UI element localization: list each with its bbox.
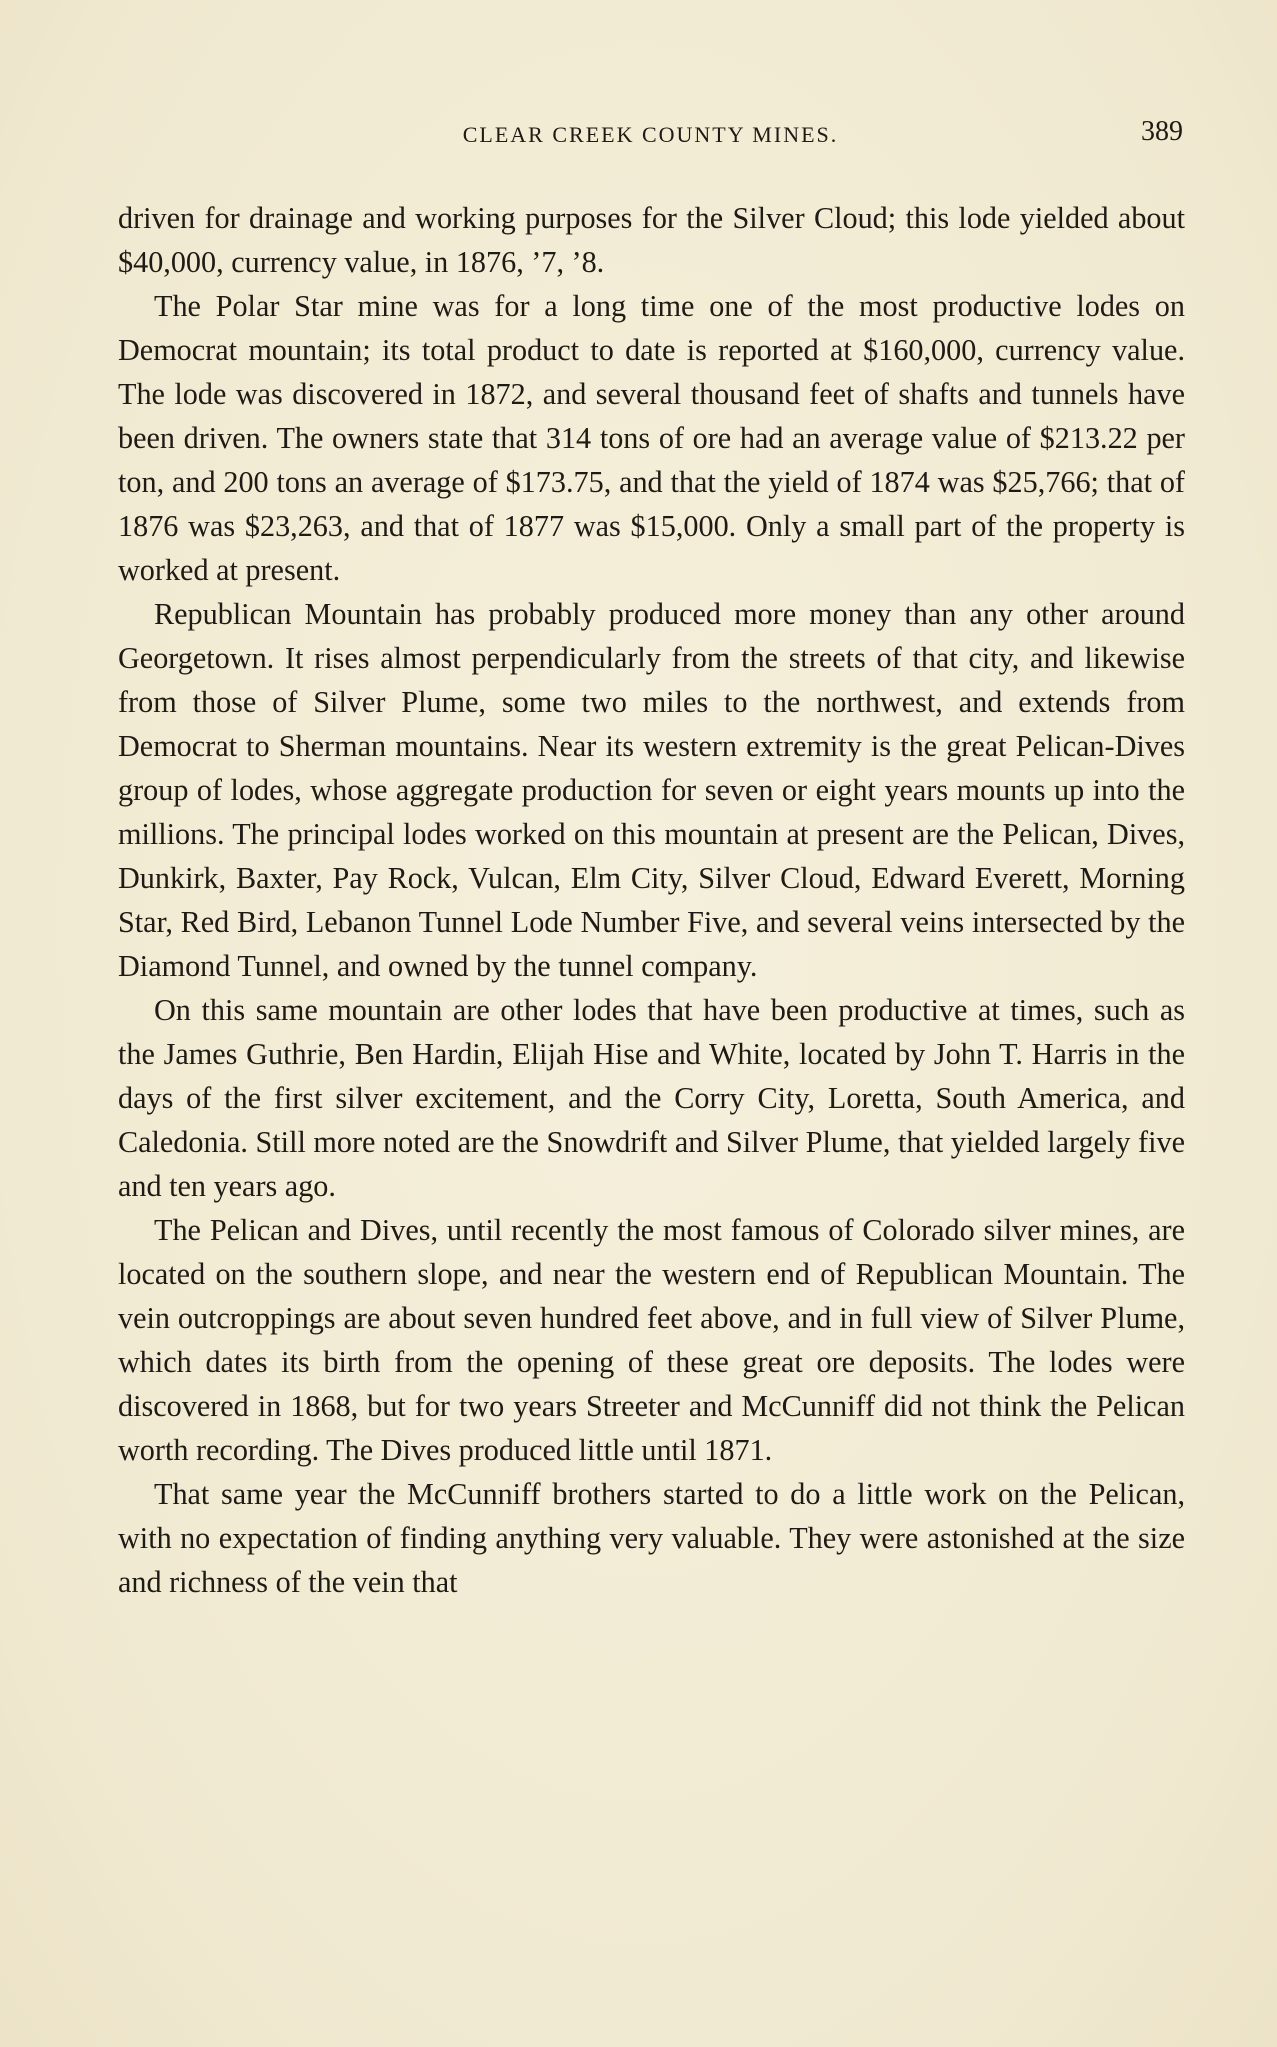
body-text: [118, 196, 1185, 1604]
paragraph-other-lodes: On this same mountain are other lodes that have been productive at times, such as the James Guthrie, Ben Hardin, Elijah Hise and White, located by John T. Harris in the days of the first silver excitement, and the Corry City, Loretta, South America, and Caledonia. Still more noted are the Snowdrift and Silver Plume, that yielded largely five and ten years ago.: [118, 993, 1185, 1203]
paragraph-continuation: driven for drainage and working purposes for the Silver Cloud; this lode yielded about $40,000, currency value, in 1876, ’7, ’8.: [118, 201, 1185, 279]
paragraph-polar-star: The Polar Star mine was for a long time one of the most productive lodes on Democrat mountain; its total product to date is reported at $160,000, currency value. The lode was discovered in 1872, and several thousand feet of shafts and tunnels have been driven. The owners state that 314 tons of ore had an average value of $213.22 per ton, and 200 tons an average of $173.75, and that the yield of 1874 was $25,766; that of 1876 was $23,263, and that of 1877 was $15,000. Only a small part of the property is worked at present.: [118, 289, 1185, 587]
page-number: 389: [1141, 116, 1183, 147]
paragraph-mccunniff: That same year the McCunniff brothers started to do a little work on the Pelican, with no expectation of finding anything very valuable. They were astonished at the size and richness of the vein that: [118, 1477, 1185, 1599]
paragraph-republican-mountain: Republican Mountain has probably produced more money than any other around Georgetown. It rises almost perpendicularly from the streets of that city, and likewise from those of Silver Plume, some two miles to the northwest, and extends from Democrat to Sherman mountains. Near its western extremity is the great Pelican-Dives group of lodes, whose aggregate production for seven or eight years mounts up into the millions. The principal lodes worked on this mountain at present are the Pelican, Dives, Dunkirk, Baxter, Pay Rock, Vulcan, Elm City, Silver Cloud, Edward Everett, Morning Star, Red Bird, Lebanon Tunnel Lode Number Five, and several veins intersected by the Diamond Tunnel, and owned by the tunnel company.: [118, 597, 1185, 983]
running-head: CLEAR CREEK COUNTY MINES.: [462, 122, 839, 147]
page-header: [118, 118, 1183, 154]
paragraph-pelican-dives: The Pelican and Dives, until recently the most famous of Colorado silver mines, are located on the southern slope, and near the western end of Republican Mountain. The vein outcroppings are about seven hundred feet above, and in full view of Silver Plume, which dates its birth from the opening of these great ore deposits. The lodes were discovered in 1868, but for two years Streeter and McCunniff did not think the Pelican worth recording. The Dives produced little until 1871.: [118, 1213, 1185, 1467]
